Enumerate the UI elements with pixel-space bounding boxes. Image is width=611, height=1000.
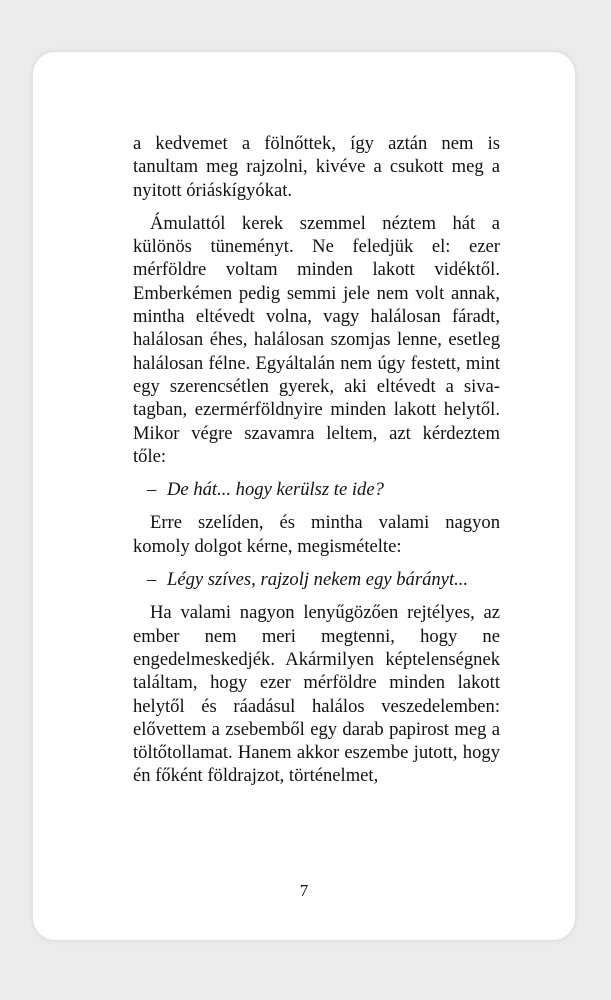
paragraph-continued: a kedvemet a fölnőttek, így aztán nem is tanultam meg rajzolni, kivéve a csukott meg a nyitott óriáskígyókat. <box>133 133 500 201</box>
page-body <box>133 132 500 788</box>
dialogue-dash: – <box>147 569 157 591</box>
dialogue-text: De hát... hogy kerülsz te ide? <box>167 479 384 501</box>
page-number: 7 <box>299 881 309 900</box>
book-page <box>33 52 575 940</box>
dialogue-dash: – <box>147 479 157 501</box>
paragraph-obey: Ha valami nagyon lenyűgözően rejtélyes, az ember nem meri megtenni, hogy ne engedelmeskedjék. Akármilyen képtelenségnek találtam, hogy ezer mérföldre minden lakott helytől és ráadásul halálos veszedelemben: elővettem a zsebemből egy darab papirost meg a töltőtollamat. Hanem akkor eszembe jutott, hogy én főként földrajzot, történelmet, <box>133 602 500 787</box>
paragraph-reply: Erre szelíden, és mintha valami nagyon komoly dolgot kérne, megismételte: <box>133 512 500 557</box>
paragraph-amazement: Ámulattól kerek szemmel néztem hát a különös tüneményt. Ne feledjük el: ezer mérföldre voltam minden lakott vidéktől. Emberkémen pedig semmi jele nem volt annak, mintha eltévedt volna, vagy halálosan fáradt, halálosan éhes, halálosan szomjas lenne, esetleg halálosan félne. Egyáltalán nem úgy festett, mint egy szerencsétlen gyerek, aki eltévedt a sivatagban, ezermérföldnyire minden lakott helytől. Mikor végre szavamra leltem, azt kérdeztem tőle: <box>133 212 500 467</box>
dialogue-text: Légy szíves, rajzolj nekem egy bárányt... <box>167 569 469 591</box>
dialogue-line-question <box>133 478 500 501</box>
dialogue-line-request <box>133 568 500 591</box>
